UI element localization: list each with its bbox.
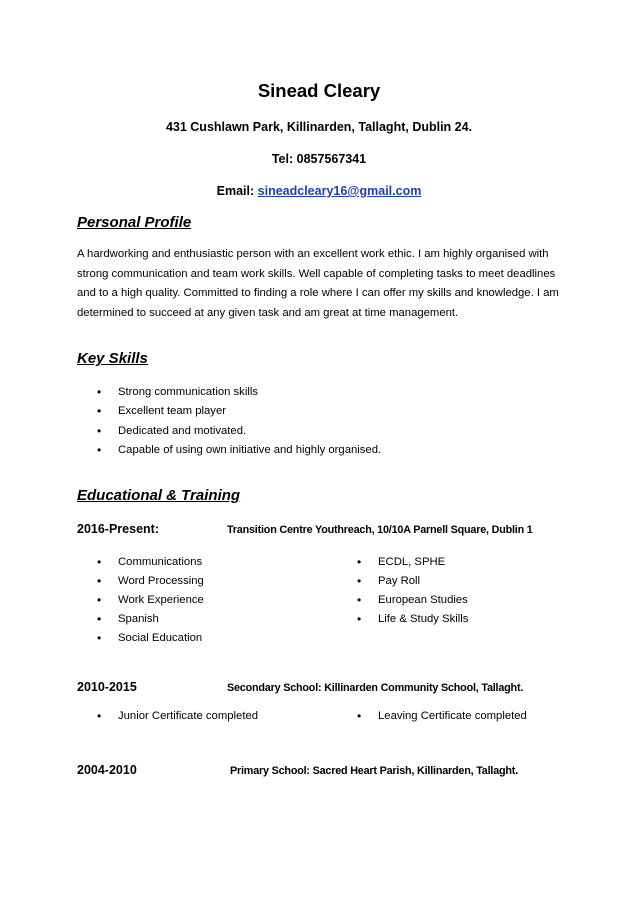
list-item: • Strong communication skills: [97, 383, 381, 402]
address: 431 Cushlawn Park, Killinarden, Tallaght, Dublin 24.: [165, 120, 473, 134]
telephone: Tel: 0857567341: [271, 152, 367, 166]
email-link[interactable]: sineadcleary16@gmail.com: [257, 184, 422, 198]
list-item: • Word Processing: [97, 572, 204, 591]
education-subjects-left: [97, 707, 258, 726]
list-item: • Social Education: [97, 629, 204, 648]
list-item: • Life & Study Skills: [357, 610, 468, 629]
email-label: Email:: [216, 184, 258, 198]
education-school: Primary School: Sacred Heart Parish, Killinarden, Tallaght.: [230, 765, 519, 777]
applicant-name: Sinead Cleary: [257, 80, 381, 101]
list-item: • Excellent team player: [97, 402, 381, 421]
list-item: • Communications: [97, 553, 204, 572]
education-school: Transition Centre Youthreach, 10/10A Parnell Square, Dublin 1: [227, 524, 533, 536]
list-item: • Pay Roll: [357, 572, 468, 591]
list-item: • Capable of using own initiative and highly organised.: [97, 441, 381, 460]
list-item: • European Studies: [357, 591, 468, 610]
education-subjects-right: [357, 707, 527, 726]
education-years: 2004-2010: [77, 763, 137, 777]
personal-profile-text: [77, 245, 567, 323]
list-item: • Work Experience: [97, 591, 204, 610]
education-heading: Educational & Training: [77, 487, 241, 504]
email-line: [0, 184, 638, 198]
list-item: • ECDL, SPHE: [357, 553, 468, 572]
education-school: Secondary School: Killinarden Community School, Tallaght.: [227, 682, 524, 694]
list-item: • Junior Certificate completed: [97, 707, 258, 726]
education-years: 2016-Present:: [77, 522, 159, 536]
education-subjects-right: [357, 553, 468, 629]
personal-profile-heading: Personal Profile: [77, 214, 192, 231]
list-item: • Dedicated and motivated.: [97, 422, 381, 441]
key-skills-heading: Key Skills: [77, 350, 148, 367]
list-item: • Leaving Certificate completed: [357, 707, 527, 726]
list-item: • Spanish: [97, 610, 204, 629]
education-years: 2010-2015: [77, 680, 137, 694]
education-subjects-left: [97, 553, 204, 648]
profile-paragraph: A hardworking and enthusiastic person with an excellent work ethic. I am highly organised with strong communication and team work skills. Well capable of completing tasks to meet deadlines and to a high quality. Committed to finding a role where I can offer my skills and knowledge. I am determined to succeed at any given task and am great at time management.: [77, 248, 559, 319]
key-skills-list: [97, 383, 381, 461]
